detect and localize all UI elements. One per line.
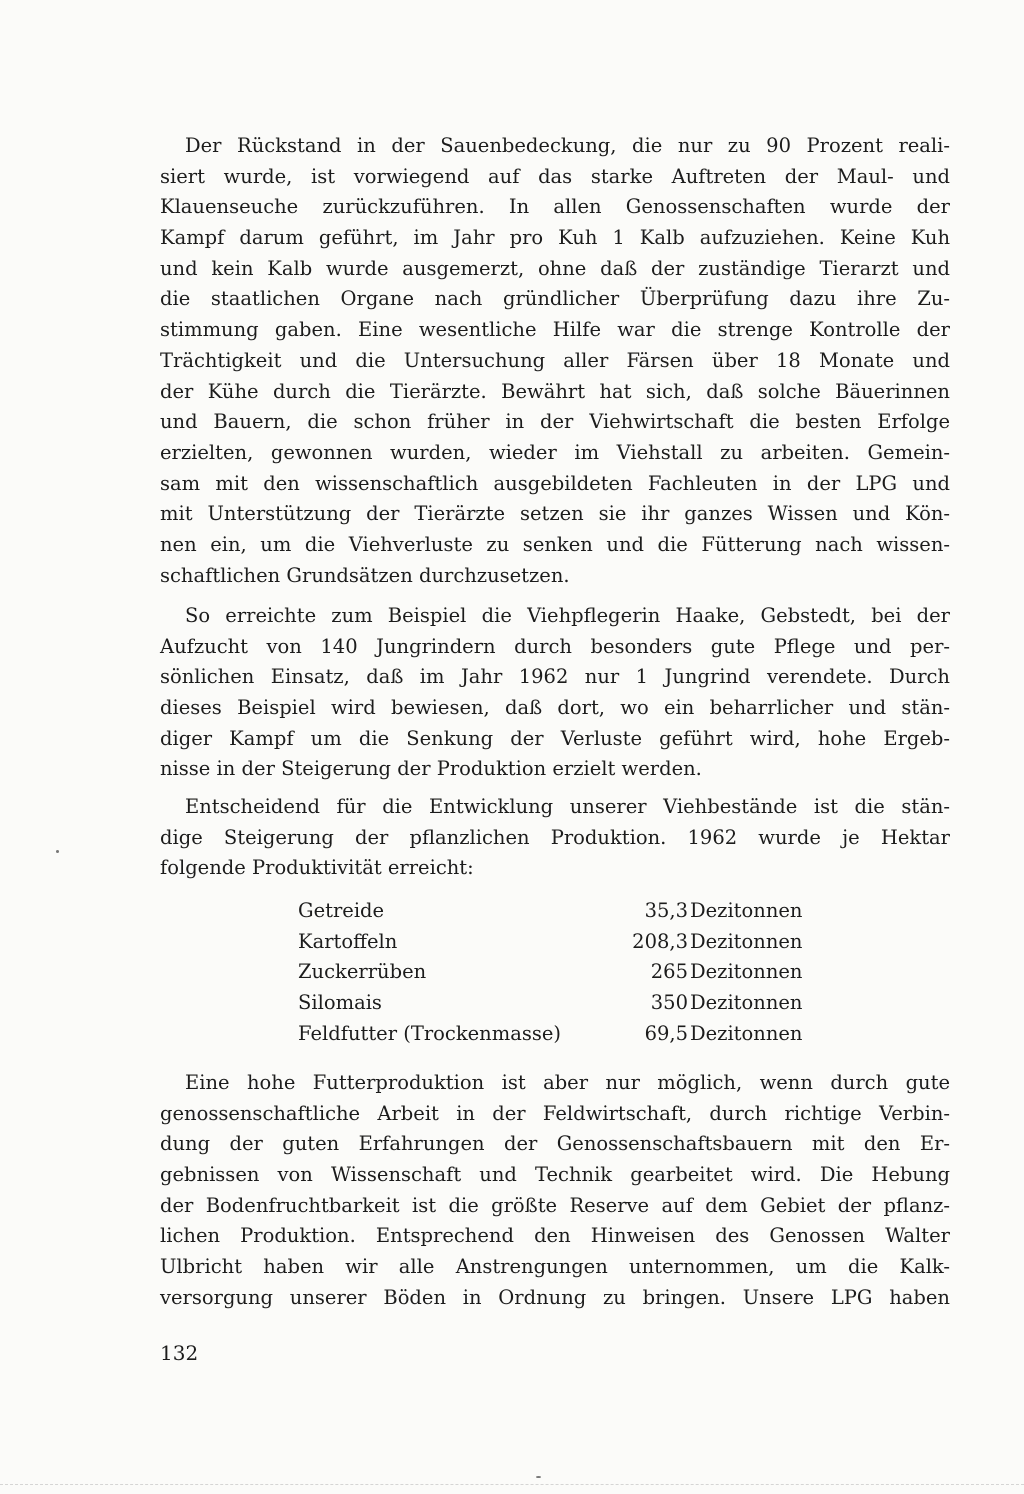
crop-name: Kartoffeln: [298, 929, 398, 953]
table-row: [298, 927, 818, 958]
scan-speck: [536, 1476, 541, 1478]
page-edge: [0, 1484, 1024, 1487]
paragraph-1: [160, 131, 950, 591]
text-line: sam mit den wissenschaftlich ausgebildeten Fachleuten in der LPG und: [160, 471, 950, 495]
paragraph-3: [160, 792, 950, 884]
crop-unit: Dezitonnen: [690, 929, 803, 953]
crop-unit: Dezitonnen: [690, 1021, 803, 1045]
text-line: die staatlichen Organe nach gründlicher Überprüfung dazu ihre Zu-: [160, 287, 950, 311]
text-line: lichen Produktion. Entsprechend den Hinweisen des Genossen Walter: [160, 1224, 950, 1248]
text-line: sönlichen Einsatz, daß im Jahr 1962 nur 1 Jungrind verendete. Durch: [160, 665, 950, 689]
text-line: Ulbricht haben wir alle Anstrengungen unternommen, um die Kalk-: [160, 1255, 950, 1279]
text-line: dieses Beispiel wird bewiesen, daß dort, wo ein beharrlicher und stän-: [160, 696, 950, 720]
text-line: erzielten, gewonnen wurden, wieder im Viehstall zu arbeiten. Gemein-: [160, 440, 950, 464]
paragraph-4: [160, 1068, 950, 1314]
crop-name: Silomais: [298, 991, 382, 1015]
crop-value: 35,3: [644, 899, 688, 922]
text-line: der Kühe durch die Tierärzte. Bewährt hat sich, daß solche Bäuerinnen: [160, 379, 950, 403]
text-line: Trächtigkeit und die Untersuchung aller Färsen über 18 Monate und: [160, 348, 950, 372]
text-line: Der Rückstand in der Sauenbedeckung, die nur zu 90 Prozent reali-: [185, 134, 950, 157]
crop-unit: Dezitonnen: [690, 899, 803, 922]
table-row: [298, 1019, 818, 1050]
text-line: So erreichte zum Beispiel die Viehpflegerin Haake, Gebstedt, bei der: [185, 604, 950, 627]
crop-value: 350: [650, 991, 688, 1015]
text-line: gebnissen von Wissenschaft und Technik gearbeitet wird. Die Hebung: [160, 1163, 950, 1187]
text-line: folgende Produktivität erreicht:: [160, 856, 474, 880]
crop-unit: Dezitonnen: [690, 960, 803, 984]
productivity-table: [298, 896, 818, 1049]
table-row: [298, 896, 818, 927]
text-line: siert wurde, ist vorwiegend auf das starke Auftreten der Maul- und: [160, 164, 950, 188]
crop-value: 208,3: [632, 929, 688, 953]
scan-speck: [56, 850, 59, 853]
table-row: [298, 988, 818, 1019]
text-line: und kein Kalb wurde ausgemerzt, ohne daß der zuständige Tierarzt und: [160, 256, 950, 280]
text-line: der Bodenfruchtbarkeit ist die größte Reserve auf dem Gebiet der pflanz-: [160, 1193, 950, 1217]
text-line: mit Unterstützung der Tierärzte setzen sie ihr ganzes Wissen und Kön-: [160, 502, 950, 526]
crop-name: Zuckerrüben: [298, 960, 427, 984]
text-line: schaftlichen Grundsätzen durchzusetzen.: [160, 563, 570, 587]
crop-unit: Dezitonnen: [690, 991, 803, 1015]
table-row: [298, 957, 818, 988]
text-line: nen ein, um die Viehverluste zu senken und die Fütterung nach wissen-: [160, 532, 950, 556]
text-line: und Bauern, die schon früher in der Viehwirtschaft die besten Erfolge: [160, 410, 950, 434]
text-line: Klauenseuche zurückzuführen. In allen Genossenschaften wurde der: [160, 195, 950, 219]
text-line: nisse in der Steigerung der Produktion erzielt werden.: [160, 757, 702, 781]
crop-name: Getreide: [298, 899, 385, 922]
page-number: 132: [160, 1341, 199, 1365]
paragraph-2: [160, 601, 950, 785]
text-line: genossenschaftliche Arbeit in der Feldwirtschaft, durch richtige Verbin-: [160, 1101, 950, 1125]
text-line: Kampf darum geführt, im Jahr pro Kuh 1 Kalb aufzuziehen. Keine Kuh: [160, 226, 950, 250]
crop-value: 69,5: [644, 1021, 688, 1045]
text-line: dung der guten Erfahrungen der Genossenschaftsbauern mit den Er-: [160, 1132, 950, 1156]
text-line: diger Kampf um die Senkung der Verluste geführt wird, hohe Ergeb-: [160, 726, 950, 750]
crop-value: 265: [650, 960, 688, 984]
text-line: Eine hohe Futterproduktion ist aber nur möglich, wenn durch gute: [185, 1071, 950, 1094]
text-line: versorgung unserer Böden in Ordnung zu bringen. Unsere LPG haben: [160, 1285, 950, 1309]
crop-name: Feldfutter (Trockenmasse): [298, 1021, 562, 1045]
text-line: stimmung gaben. Eine wesentliche Hilfe war die strenge Kontrolle der: [160, 318, 950, 342]
text-line: Entscheidend für die Entwicklung unserer Viehbestände ist die stän-: [185, 795, 950, 818]
text-line: Aufzucht von 140 Jungrindern durch besonders gute Pflege und per-: [160, 634, 950, 658]
text-line: dige Steigerung der pflanzlichen Produktion. 1962 wurde je Hektar: [160, 825, 950, 849]
